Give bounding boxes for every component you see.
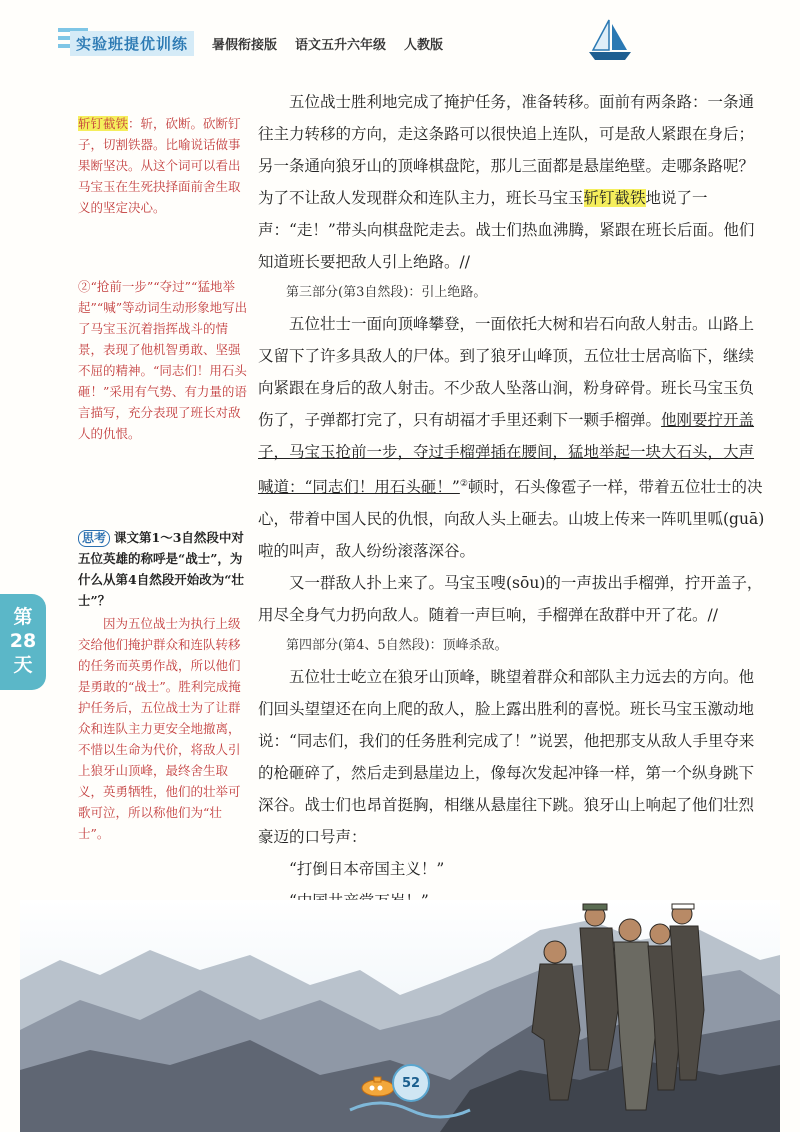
think-label: 思考 (78, 530, 110, 547)
think-box (78, 527, 246, 844)
think-answer: 因为五位战士为执行上级交给他们掩护群众和连队转移的任务而英勇作战，所以他们是勇敢的“战士”。胜利完成掩护任务后，五位战士为了让群众和连队主力更安全地撤离，不惜以生命为代价，将敌人引上狼牙山顶峰，最终舍生取义，英勇牺牲，他们的壮举可歌可泣，所以称他们为“壮士”。 (78, 616, 241, 841)
annotation-definition: ：斩，砍断。砍断钉子，切割铁器。比喻说话做事果断坚决。从这个词可以看出马宝玉在生死抉择面前舍生取义的坚定决心。 (78, 116, 241, 215)
sailboat-icon (585, 18, 635, 63)
annotation-term: 斩钉截铁 (78, 116, 129, 131)
section-3-summary: 第三部分(第3自然段)：引上绝路。 (286, 285, 487, 300)
paragraph-3: 又一群敌人扑上来了。马宝玉嗖(sōu)的一声拔出手榴弹，拧开盖子，用尽全身气力扔向敌人。随着一声巨响，手榴弹在敌群中开了花。// (258, 574, 763, 625)
paragraph-1-part-a: 五位战士胜利地完成了掩护任务，准备转移。面前有两条路：一条通往主力转移的方向，走这条路可以很快追上连队，可是敌人紧跟在身后；另一条通向狼牙山的顶峰棋盘陀，那儿三面都是悬崖绝壁。走哪条路呢？为了不让敌人发现群众和连队主力，班长马宝玉 (258, 93, 755, 207)
annotation-zhandingjietie (78, 113, 248, 218)
paragraph-1 (258, 86, 766, 278)
footnote-marker: ② (459, 479, 468, 489)
page-number: 52 (392, 1064, 430, 1102)
section-4-summary: 第四部分(第4、5自然段)：顶峰杀敌。 (286, 638, 508, 654)
day-tab-prefix: 第 (13, 606, 33, 629)
paragraph-2-part-b: 顿时，石头像雹子一样，带着五位壮士的决心，带着中国人民的仇恨，向敌人头上砸去。山坡上传来一阵叽里呱(guā)啦的叫声，敌人纷纷滚落深谷。 (258, 478, 765, 561)
paragraph-2-part-a: 五位壮士一面向顶峰攀登，一面依托大树和岩石向敌人射击。山路上又留下了许多具敌人的尸体。到了狼牙山峰顶，五位壮士居高临下，继续向紧跟在身后的敌人射击。不少敌人坠落山涧，粉身碎骨。班长马宝玉负伤了，子弹都打完了，只有胡福才手里还剩下一颗手榴弹。 (258, 315, 755, 429)
slogan-1: “打倒日本帝国主义！” (289, 860, 445, 879)
page-header (70, 30, 443, 56)
annotation-verbs: ②“抢前一步”“夺过”“猛地举起”“喊”等动词生动形象地写出了马宝玉沉着指挥战斗的情景，表现了他机智勇敢、坚强不屈的精神。“同志们！用石头砸！”采用有气势、有力量的语言描写，充分表现了班长对敌人的仇恨。 (78, 279, 248, 441)
edition-label: 暑假衔接版 (212, 37, 278, 53)
think-question-block (78, 527, 246, 611)
publisher-label: 人教版 (404, 37, 444, 53)
brand-title: 实验班提优训练 (70, 31, 194, 56)
paragraph-2 (258, 308, 766, 567)
underlined-sentence: 他刚要拧开盖子，马宝玉抢前一步，夺过手榴弹插在腰间，猛地举起一块大石头，大声喊道：“同志们！用石头砸！” (258, 411, 755, 497)
day-tab-number: 28 (9, 630, 37, 653)
think-question: 课文第1～3自然段中对五位英雄的称呼是“战士”，为什么从第4自然段开始改为“壮士”？ (78, 530, 244, 608)
day-tab-suffix: 天 (13, 653, 33, 676)
day-tab (0, 594, 46, 690)
paragraph-4: 五位壮士屹立在狼牙山顶峰，眺望着群众和部队主力远去的方向。他们回头望望还在向上爬的敌人，脸上露出胜利的喜悦。班长马宝玉激动地说：“同志们，我们的任务胜利完成了！”说罢，他把那支从敌人手里夺来的枪砸碎了，然后走到悬崖边上，像每次发起冲锋一样，第一个纵身跳下深谷。战士们也昂首挺胸，相继从悬崖往下跳。狼牙山上响起了他们壮烈豪迈的口号声： (258, 668, 755, 847)
main-text (258, 86, 766, 979)
highlight-zhandingjietie: 斩钉截铁 (583, 189, 646, 207)
subject-label: 语文五升六年级 (295, 37, 387, 53)
paragraph-1-part-b: 地说了一声：“走！”带头向棋盘陀走去。战士们热血沸腾，紧跟在班长后面。他们知道班长要把敌人引上绝路。// (258, 189, 755, 271)
